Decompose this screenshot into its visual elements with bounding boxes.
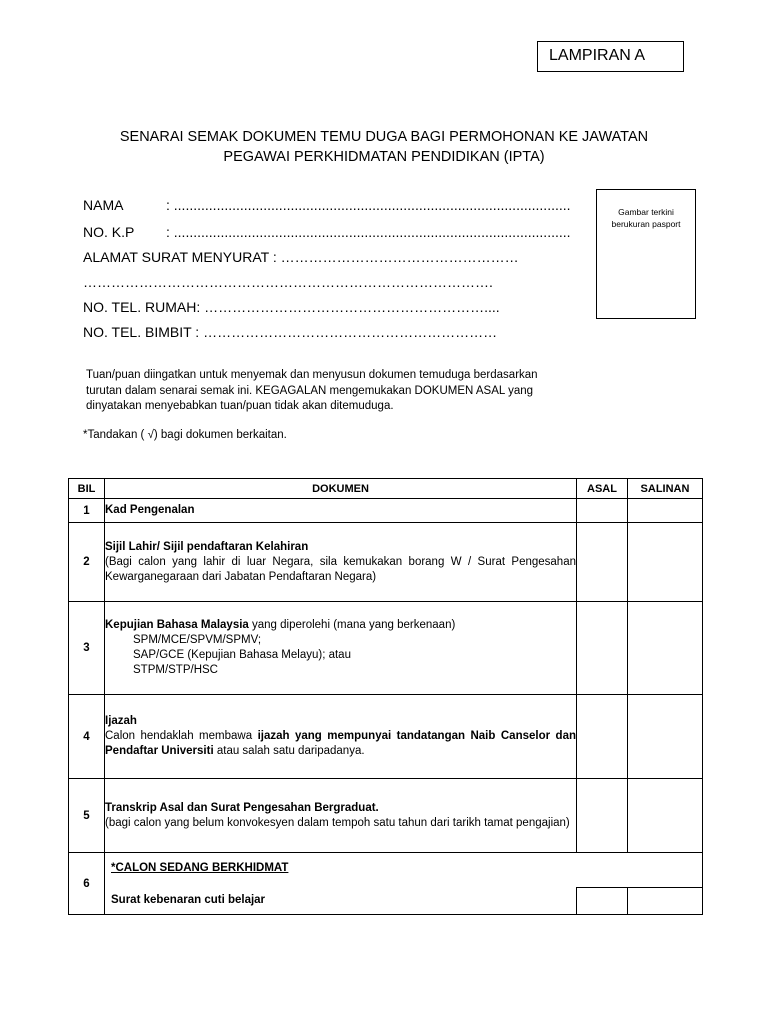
field-tel-rumah [83,299,500,315]
document-description [105,729,576,759]
asal-checkbox[interactable] [577,602,628,695]
document-checklist-table [68,478,703,915]
row-number: 1 [69,499,105,523]
salinan-checkbox[interactable] [628,602,703,695]
tel-rumah-dots[interactable]: …………………………………………………….... [204,299,500,315]
header-bil: BIL [69,479,105,499]
salinan-checkbox[interactable] [628,499,703,523]
header-salinan: SALINAN [628,479,703,499]
alamat-dots[interactable]: …………………………………………… [280,249,519,265]
tel-bimbit-dots[interactable]: ……………………………………………………… [203,324,498,340]
document-title: Ijazah [105,715,137,727]
document-title: Kad Pengenalan [105,504,195,516]
tick-note: *Tandakan ( √) bagi dokumen berkaitan. [83,429,287,441]
row-number: 4 [69,695,105,779]
row-number: 2 [69,523,105,602]
row-number: 6 [69,853,105,915]
field-no-kp [83,224,571,240]
desc-post: atau salah satu daripadanya. [213,745,365,757]
intro-line-3: dinyatakan menyebabkan tuan/puan tidak akan ditemuduga. [86,400,394,412]
nokp-dots[interactable]: ...................................................................................................... [173,224,571,240]
document-subtitle: Surat kebenaran cuti belajar [111,894,266,906]
qualification-item: SAP/GCE (Kepujian Bahasa Melayu); atau [133,649,351,661]
alamat-dots-line-2[interactable]: ……………………………………………………………………………. [83,274,493,290]
table-row [69,779,703,853]
alamat-colon: : [272,249,277,265]
salinan-checkbox[interactable] [628,779,703,853]
intro-line-2: turutan dalam senarai semak ini. KEGAGALAN mengemukakan DOKUMEN ASAL yang [86,384,534,397]
tel-rumah-label: NO. TEL. RUMAH [83,299,197,315]
table-header-row [69,479,703,499]
nokp-colon: : [166,224,170,240]
nama-dots[interactable]: ...................................................................................................... [173,197,571,213]
table-row [69,853,703,915]
passport-photo-box [596,189,696,319]
document-cell [105,602,577,695]
document-cell [105,523,577,602]
title-line-1: SENARAI SEMAK DOKUMEN TEMU DUGA BAGI PERMOHONAN KE JAWATAN [119,129,649,145]
table-row [69,499,703,523]
lampiran-label: LAMPIRAN A [537,41,684,72]
document-title [60,127,708,167]
qualification-item: STPM/STP/HSC [133,664,218,676]
nokp-label: NO. K.P [83,224,135,240]
document-cell [105,499,577,523]
asal-checkbox[interactable] [577,779,628,853]
document-title-rest: yang diperolehi (mana yang berkenaan) [248,619,456,631]
tel-rumah-colon: : [196,299,201,315]
header-asal: ASAL [577,479,628,499]
row-number: 3 [69,602,105,695]
document-description: (bagi calon yang belum konvokesyen dalam tempoh satu tahun dari tarikh tamat pengajian) [105,816,570,829]
document-title: *CALON SEDANG BERKHIDMAT [111,862,289,874]
alamat-label: ALAMAT SURAT MENYURAT [83,249,269,265]
salinan-checkbox[interactable] [628,695,703,779]
asal-checkbox[interactable] [577,695,628,779]
desc-bold: ijazah yang mempunyai tandatangan Naib Canselor dan Pendaftar Universiti [105,730,576,757]
document-cell [105,779,577,853]
photo-instruction: Gambar terkini berukuran pasport [611,207,681,229]
field-nama [83,197,571,213]
tel-bimbit-colon: : [195,324,200,340]
document-description: (Bagi calon yang lahir di luar Negara, sila kemukakan borang W / Surat Pengesahan Kewarganegaraan dari Jabatan Pendaftaran Negara) [105,555,576,583]
field-tel-bimbit [83,324,497,340]
document-cell [105,695,577,779]
title-line-2: PEGAWAI PERKHIDMATAN PENDIDIKAN (IPTA) [223,149,545,165]
field-alamat-line-2[interactable] [83,274,493,290]
document-title: Sijil Lahir/ Sijil pendaftaran Kelahiran [105,540,309,553]
asal-checkbox[interactable] [576,887,627,914]
document-title: Transkrip Asal dan Surat Pengesahan Bergraduat. [105,801,379,814]
asal-checkbox[interactable] [577,499,628,523]
document-title: Kepujian Bahasa Malaysia [105,619,249,631]
table-row [69,695,703,779]
instruction-paragraph [86,368,606,415]
tel-bimbit-label: NO. TEL. BIMBIT [83,324,192,340]
table-row [69,523,703,602]
header-dokumen: DOKUMEN [105,479,577,499]
nama-colon: : [166,197,170,213]
salinan-checkbox[interactable] [627,887,702,914]
desc-pre: Calon hendaklah membawa [105,730,258,742]
document-cell [105,853,703,915]
row-number: 5 [69,779,105,853]
asal-checkbox[interactable] [577,523,628,602]
salinan-checkbox[interactable] [628,523,703,602]
nama-label: NAMA [83,197,124,213]
table-row [69,602,703,695]
intro-line-1: Tuan/puan diingatkan untuk menyemak dan menyusun dokumen temuduga berdasarkan [86,369,538,381]
qualification-item: SPM/MCE/SPVM/SPMV; [133,634,262,646]
field-alamat [83,249,519,265]
